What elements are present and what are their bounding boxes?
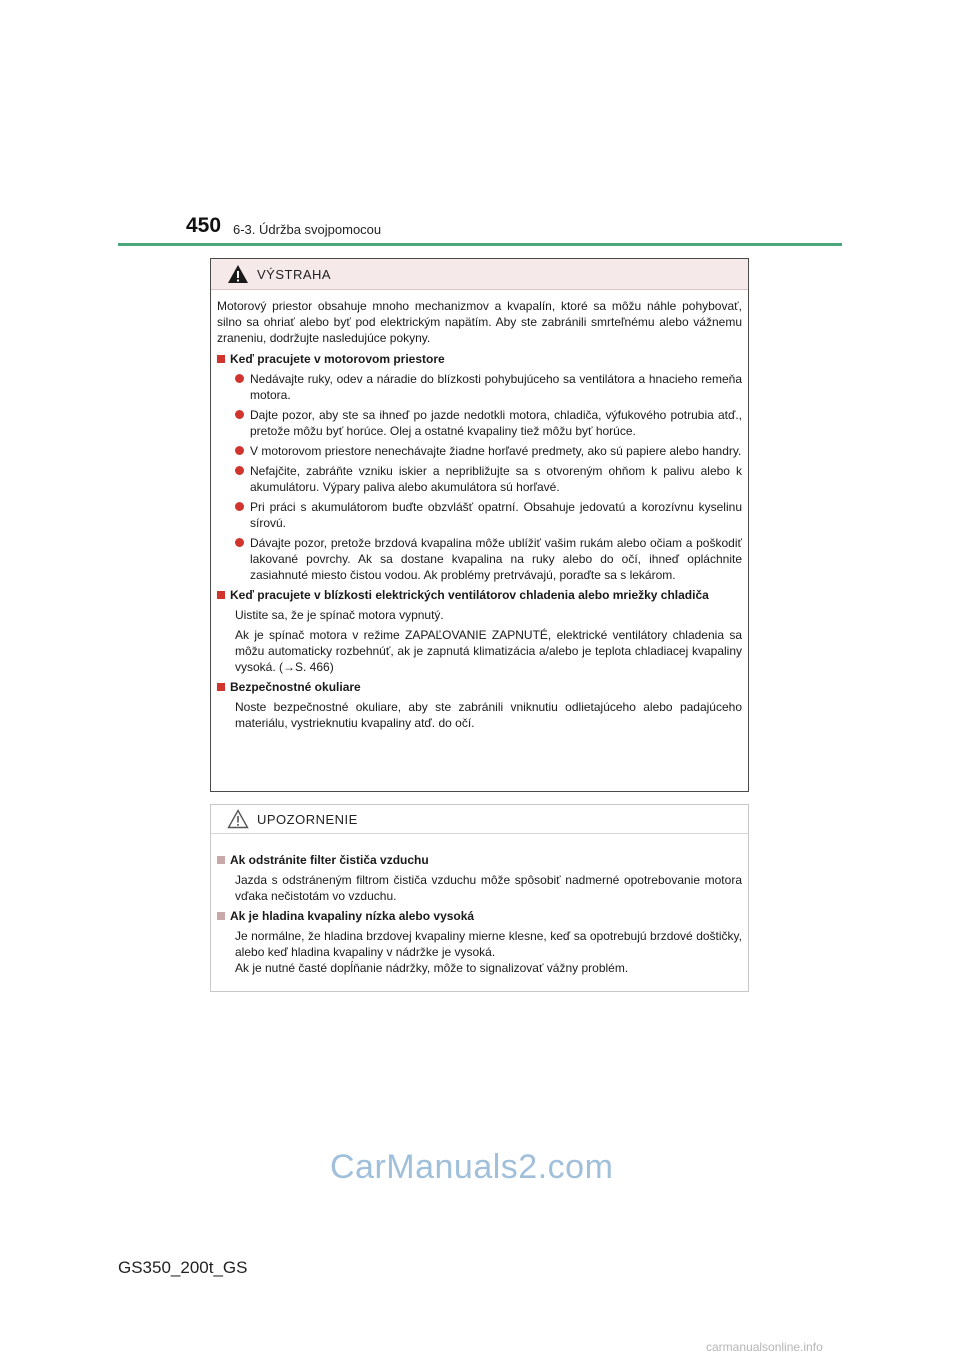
- footer-model-code: GS350_200t_GS: [118, 1258, 248, 1277]
- list-item: Dajte pozor, aby ste sa ihneď po jazde nedotkli motora, chladiča, výfukového potrubia atď., pretože môžu byť horúce. Olej a ostatné kvapaliny tiež môžu byť horúce.: [235, 407, 742, 439]
- warning-cooling-text-1: Uistite sa, že je spínač motora vypnutý.: [235, 608, 444, 622]
- notice-fluid-text-2: Ak je nutné časté dopĺňanie nádržky, môže to signalizovať vážny problém.: [235, 961, 629, 975]
- round-bullet-icon: [235, 538, 244, 547]
- square-bullet-icon: [217, 591, 225, 599]
- notice-heading-air-filter: Ak odstránite filter čističa vzduchu: [217, 852, 742, 868]
- list-item: V motorovom priestore nenechávajte žiadne horľavé predmety, ako sú papiere alebo handry.: [235, 443, 742, 459]
- warning-heading-safety-glasses: Bezpečnostné okuliare: [217, 679, 742, 695]
- warning-box: [210, 258, 749, 792]
- square-bullet-icon: [217, 856, 225, 864]
- header-divider: [118, 243, 842, 246]
- warning-heading-cooling-fans: Keď pracujete v blízkosti elektrických ventilátorov chladenia alebo mriežky chladiča: [217, 587, 742, 603]
- list-item: Dávajte pozor, pretože brzdová kvapalina môže ublížiť vašim rukám alebo očiam a poškodiť lakované povrchy. Ak sa dostane kvapalina na ruky alebo do očí, ihneď opláchnite zasiahnuté miesto čistou vodou. Ak problémy pretrvávajú, poraďte sa s lekárom.: [235, 535, 742, 583]
- list-item: Pri práci s akumulátorom buďte obzvlášť opatrní. Obsahuje jedovatú a korozívnu kyselinu sírovú.: [235, 499, 742, 531]
- square-bullet-icon: [217, 355, 225, 363]
- square-bullet-icon: [217, 912, 225, 920]
- warning-body: [211, 290, 748, 731]
- list-item: Nefajčite, zabráňte vzniku iskier a nepribližujte sa s otvoreným ohňom k palivu alebo k akumulátoru. Výpary paliva alebo akumulátora sú horľavé.: [235, 463, 742, 495]
- notice-box: [210, 804, 749, 992]
- round-bullet-icon: [235, 466, 244, 475]
- warning-header: [211, 259, 748, 290]
- round-bullet-icon: [235, 410, 244, 419]
- warning-heading-engine-compartment: Keď pracujete v motorovom priestore: [217, 351, 742, 367]
- notice-title: UPOZORNENIE: [257, 811, 358, 827]
- notice-fluid-text-1: Je normálne, že hladina brzdovej kvapaliny mierne klesne, keď sa opotrebujú brzdové doštičky, alebo keď hladina kvapaliny v nádržke je vysoká.: [235, 929, 742, 959]
- list-item: Nedávajte ruky, odev a náradie do blízkosti pohybujúceho sa ventilátora a hnacieho remeňa motora.: [235, 371, 742, 403]
- notice-air-filter-text: Jazda s odstráneným filtrom čističa vzduchu môže spôsobiť nadmerné opotrebovanie motora vďaka nečistotám vo vzduchu.: [235, 873, 742, 903]
- watermark-logo: CarManuals2.com: [330, 1148, 614, 1186]
- round-bullet-icon: [235, 446, 244, 455]
- caution-triangle-icon: [227, 809, 249, 829]
- warning-cooling-text-2: Ak je spínač motora v režime ZAPAĽOVANIE ZAPNUTÉ, elektrické ventilátory chladenia sa môžu automaticky rozbehnúť, ak je zapnutá klimatizácia a/alebo je teplota chladiacej kvapaliny vysoká. (→S. 466): [235, 628, 742, 674]
- square-bullet-icon: [217, 683, 225, 691]
- warning-intro: Motorový priestor obsahuje mnoho mechanizmov a kvapalín, ktoré sa môžu náhle pohybovať, silno sa ohriať alebo byť pod elektrickým napätím. Aby ste zabránili smrteľnému alebo vážnemu zraneniu, dodržujte nasledujúce pokyny.: [217, 299, 742, 345]
- warning-title: VÝSTRAHA: [257, 266, 332, 282]
- round-bullet-icon: [235, 374, 244, 383]
- warning-glasses-text: Noste bezpečnostné okuliare, aby ste zabránili vniknutiu odlietajúceho alebo padajúceho materiálu, vystrieknutiu kvapaliny atď. do očí.: [235, 700, 742, 730]
- section-title: 6-3. Údržba svojpomocou: [233, 222, 382, 237]
- notice-heading-fluid-level: Ak je hladina kvapaliny nízka alebo vysoká: [217, 908, 742, 924]
- notice-body: [211, 834, 748, 976]
- warning-triangle-icon: [227, 264, 249, 284]
- bottom-watermark: carmanualsonline.info: [706, 1340, 823, 1354]
- notice-header: [211, 805, 748, 834]
- round-bullet-icon: [235, 502, 244, 511]
- page-number: 450: [186, 214, 222, 237]
